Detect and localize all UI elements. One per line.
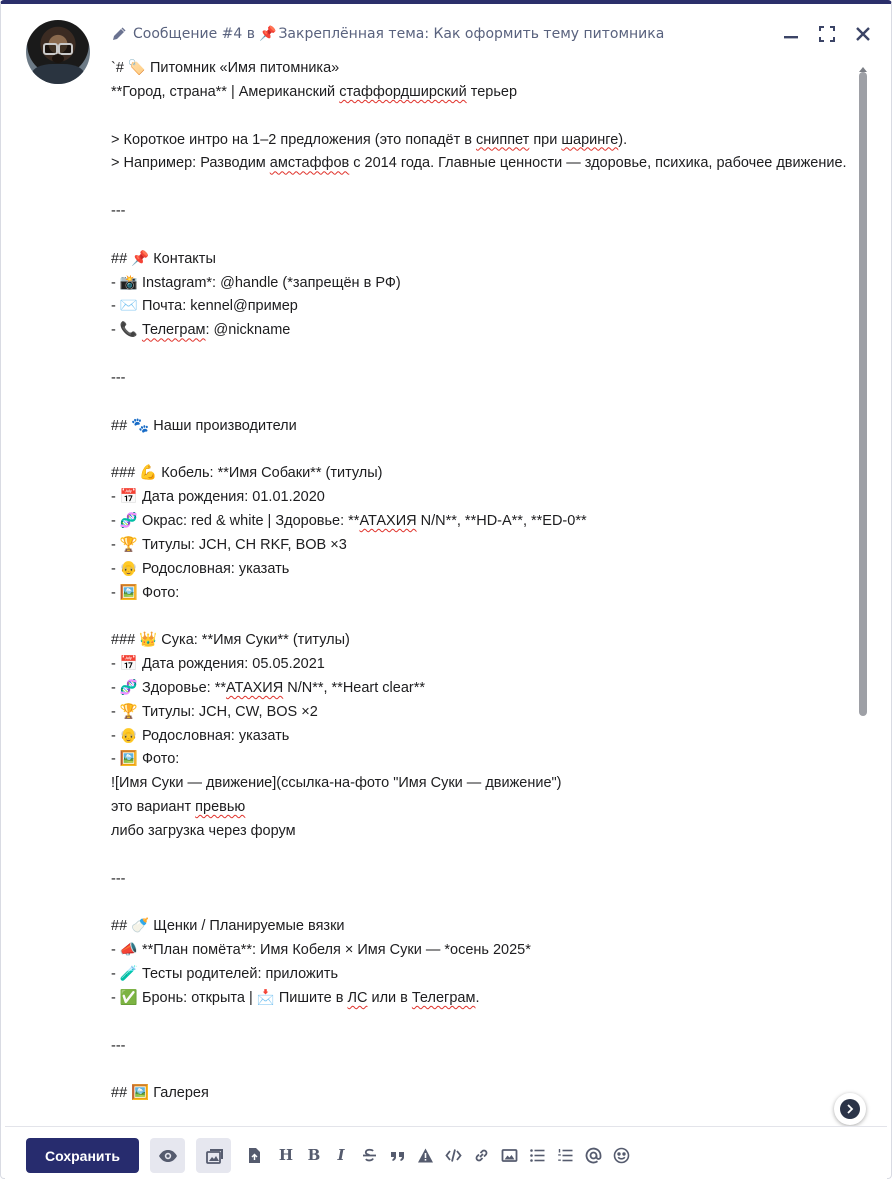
- line-text: - ✉️ Почта: kennel@пример: [111, 298, 298, 315]
- numbered-list-icon: [557, 1147, 574, 1164]
- line-text: - 📣 **План помёта**: Имя Кобеля × Имя Суки — *осень 2025*: [111, 942, 531, 959]
- editor-line: [111, 963, 856, 987]
- line-text: терьер: [466, 83, 518, 100]
- line-text: ## 🐾 Наши производители: [111, 417, 297, 434]
- maximize-button[interactable]: [817, 24, 837, 44]
- editor-line: [111, 152, 856, 176]
- line-text: либо загрузка через форум: [111, 823, 296, 839]
- editor-toolbar: [5, 1126, 887, 1179]
- scroll-up-arrow[interactable]: [857, 60, 869, 70]
- editor-line: [111, 176, 856, 200]
- editor-line: [111, 462, 856, 486]
- line-text: ### 💪 Кобель: **Имя Собаки** (титулы): [111, 465, 383, 482]
- close-button[interactable]: [853, 24, 873, 44]
- spellcheck-word: шаринге: [561, 131, 619, 148]
- message-label: Сообщение #4 в: [133, 26, 255, 42]
- line-text: - 🏆 Титулы: JCH, CH RKF, BOB ×3: [111, 536, 347, 553]
- editor-line: [111, 1082, 856, 1106]
- line-text: - 👴 Родословная: указать: [111, 727, 290, 744]
- editor-line: [111, 200, 856, 224]
- line-text: или в: [367, 989, 412, 1006]
- line-text: ## 🍼 Щенки / Планируемые вязки: [111, 918, 345, 935]
- editor-line: [111, 892, 856, 916]
- editor-line: [111, 486, 856, 510]
- quote-button[interactable]: [386, 1144, 408, 1166]
- italic-icon: I: [337, 1146, 345, 1164]
- line-text: ---: [111, 369, 126, 386]
- editor-line: [111, 605, 856, 629]
- line-text: - 📸 Instagram*: @handle (*запрещён в РФ): [111, 274, 401, 291]
- emoji-icon: [613, 1147, 630, 1164]
- scrollbar-thumb[interactable]: [859, 72, 867, 716]
- avatar: [26, 20, 90, 84]
- editor-line: [111, 629, 856, 653]
- line-text: N/N**, **Heart clear**: [283, 679, 426, 696]
- editor-line: [111, 820, 856, 844]
- editor-line: [111, 725, 856, 749]
- editor-line: [111, 1035, 856, 1059]
- editor-line: [111, 57, 856, 81]
- line-text: - 🏆 Титулы: JCH, CW, BOS ×2: [111, 703, 318, 720]
- editor-line: [111, 653, 856, 677]
- spellcheck-word: сниппет: [476, 131, 530, 148]
- line-text: : @nickname: [205, 322, 291, 339]
- insert-image-icon: [204, 1146, 224, 1166]
- markdown-editor[interactable]: [111, 57, 856, 1117]
- spellcheck-word: амстаффов: [269, 155, 350, 172]
- line-text: - 📅 Дата рождения: 01.01.2020: [111, 489, 325, 506]
- warning-button[interactable]: [414, 1144, 436, 1166]
- line-text: - 🧬 Здоровье: **: [111, 679, 227, 696]
- minimize-icon: [783, 26, 799, 42]
- editor-line: [111, 439, 856, 463]
- line-text: - 🖼️ Фото:: [111, 751, 180, 768]
- quote-icon: [389, 1147, 406, 1164]
- mention-icon: [585, 1147, 602, 1164]
- line-text: ---: [111, 1037, 126, 1054]
- image-icon: [501, 1147, 518, 1164]
- line-text: - 📅 Дата рождения: 05.05.2021: [111, 656, 325, 673]
- spellcheck-word: Телеграм: [141, 322, 206, 339]
- editor-line: [111, 391, 856, 415]
- italic-button[interactable]: [330, 1144, 352, 1166]
- line-text: `# 🏷️ Питомник «Имя питомника»: [111, 60, 340, 76]
- mention-button[interactable]: [582, 1144, 604, 1166]
- editor-line: [111, 844, 856, 868]
- pin-icon: 📌: [259, 26, 277, 42]
- bullet-list-button[interactable]: [526, 1144, 548, 1166]
- editor-line: [111, 105, 856, 129]
- strikethrough-icon: [361, 1147, 378, 1164]
- line-text: ## 📌 Контакты: [111, 250, 216, 267]
- pencil-icon: [111, 26, 127, 42]
- spellcheck-word: превью: [195, 799, 246, 816]
- editor-line: [111, 796, 856, 820]
- bold-button[interactable]: [303, 1144, 325, 1166]
- strikethrough-button[interactable]: [358, 1144, 380, 1166]
- editor-line: [111, 748, 856, 772]
- link-icon: [473, 1147, 490, 1164]
- editor-line: [111, 224, 856, 248]
- heading-icon: H: [278, 1146, 294, 1164]
- line-text: - ✅ Бронь: открыта | 📩 Пишите в: [111, 989, 348, 1006]
- editor-header: [111, 24, 664, 44]
- line-text: ### 👑 Сука: **Имя Суки** (титулы): [111, 632, 350, 649]
- image-button[interactable]: [498, 1144, 520, 1166]
- editor-line: [111, 129, 856, 153]
- topic-title[interactable]: Закреплённая тема: Как оформить тему питомника: [278, 26, 665, 42]
- save-button[interactable]: Сохранить: [26, 1138, 139, 1173]
- editor-line: [111, 510, 856, 534]
- numbered-list-button[interactable]: [554, 1144, 576, 1166]
- minimize-button[interactable]: [781, 24, 801, 44]
- assistant-icon: [844, 1103, 856, 1115]
- line-text: ## 🖼️ Галерея: [111, 1085, 209, 1102]
- bullet-list-icon: [529, 1147, 546, 1164]
- code-button[interactable]: [442, 1144, 464, 1166]
- editor-line: [111, 772, 856, 796]
- line-text: ).: [618, 131, 628, 148]
- line-text: ---: [111, 870, 126, 887]
- line-text: - 📞: [111, 322, 142, 339]
- editor-line: [111, 987, 856, 1011]
- warning-icon: [417, 1147, 434, 1164]
- maximize-icon: [819, 26, 835, 42]
- link-button[interactable]: [470, 1144, 492, 1166]
- editor-line: [111, 582, 856, 606]
- editor-line: [111, 319, 856, 343]
- spellcheck-word: Телеграм: [411, 989, 476, 1006]
- editor-line: [111, 868, 856, 892]
- editor-line: [111, 343, 856, 367]
- editor-line: [111, 677, 856, 701]
- editor-line: [111, 701, 856, 725]
- line-text: ---: [111, 203, 126, 220]
- editor-line: [111, 295, 856, 319]
- editor-line: [111, 915, 856, 939]
- line-text: > Короткое интро на 1–2 предложения (это попадёт в: [111, 131, 476, 148]
- line-text: - 🧬 Окрас: red & white | Здоровье: **: [111, 513, 360, 530]
- line-text: .: [475, 989, 480, 1006]
- editor-line: [111, 1058, 856, 1082]
- line-text: с 2014 года. Главные ценности — здоровье, психика, рабочее движение.: [349, 155, 847, 172]
- editor-line: [111, 558, 856, 582]
- spellcheck-word: ЛС: [347, 989, 368, 1006]
- line-text: - 🖼️ Фото:: [111, 584, 180, 601]
- spellcheck-word: АТАХИЯ: [226, 679, 284, 696]
- editor-line: [111, 81, 856, 105]
- line-text: > Например: Разводим: [111, 155, 270, 172]
- editor-line: [111, 272, 856, 296]
- editor-line: [111, 248, 856, 272]
- line-text: ![Имя Суки — движение](ссылка-на-фото "Имя Суки — движение"): [111, 775, 562, 792]
- editor-line: [111, 534, 856, 558]
- editor-line: [111, 367, 856, 391]
- line-text: - 🧪 Тесты родителей: приложить: [111, 966, 339, 983]
- file-upload-button[interactable]: [243, 1144, 265, 1166]
- insert-image-toggle[interactable]: [196, 1138, 231, 1173]
- bold-icon: B: [307, 1146, 321, 1164]
- line-text: - 👴 Родословная: указать: [111, 560, 290, 577]
- heading-button[interactable]: [275, 1144, 297, 1166]
- editor-line: [111, 415, 856, 439]
- editor-line: [111, 939, 856, 963]
- close-icon: [855, 26, 871, 42]
- line-text: при: [529, 131, 562, 148]
- preview-eye-icon: [158, 1146, 178, 1166]
- file-upload-icon: [246, 1147, 263, 1164]
- line-text: N/N**, **HD-A**, **ED-0**: [416, 513, 587, 530]
- code-icon: [445, 1147, 462, 1164]
- preview-toggle[interactable]: [150, 1138, 185, 1173]
- spellcheck-word: стаффордширский: [339, 83, 467, 100]
- assistant-button[interactable]: [834, 1093, 866, 1125]
- editor-line: [111, 1011, 856, 1035]
- line-text: это вариант: [111, 799, 196, 816]
- spellcheck-word: АТАХИЯ: [359, 513, 417, 530]
- line-text: **Город, страна** | Американский: [111, 83, 340, 100]
- emoji-button[interactable]: [610, 1144, 632, 1166]
